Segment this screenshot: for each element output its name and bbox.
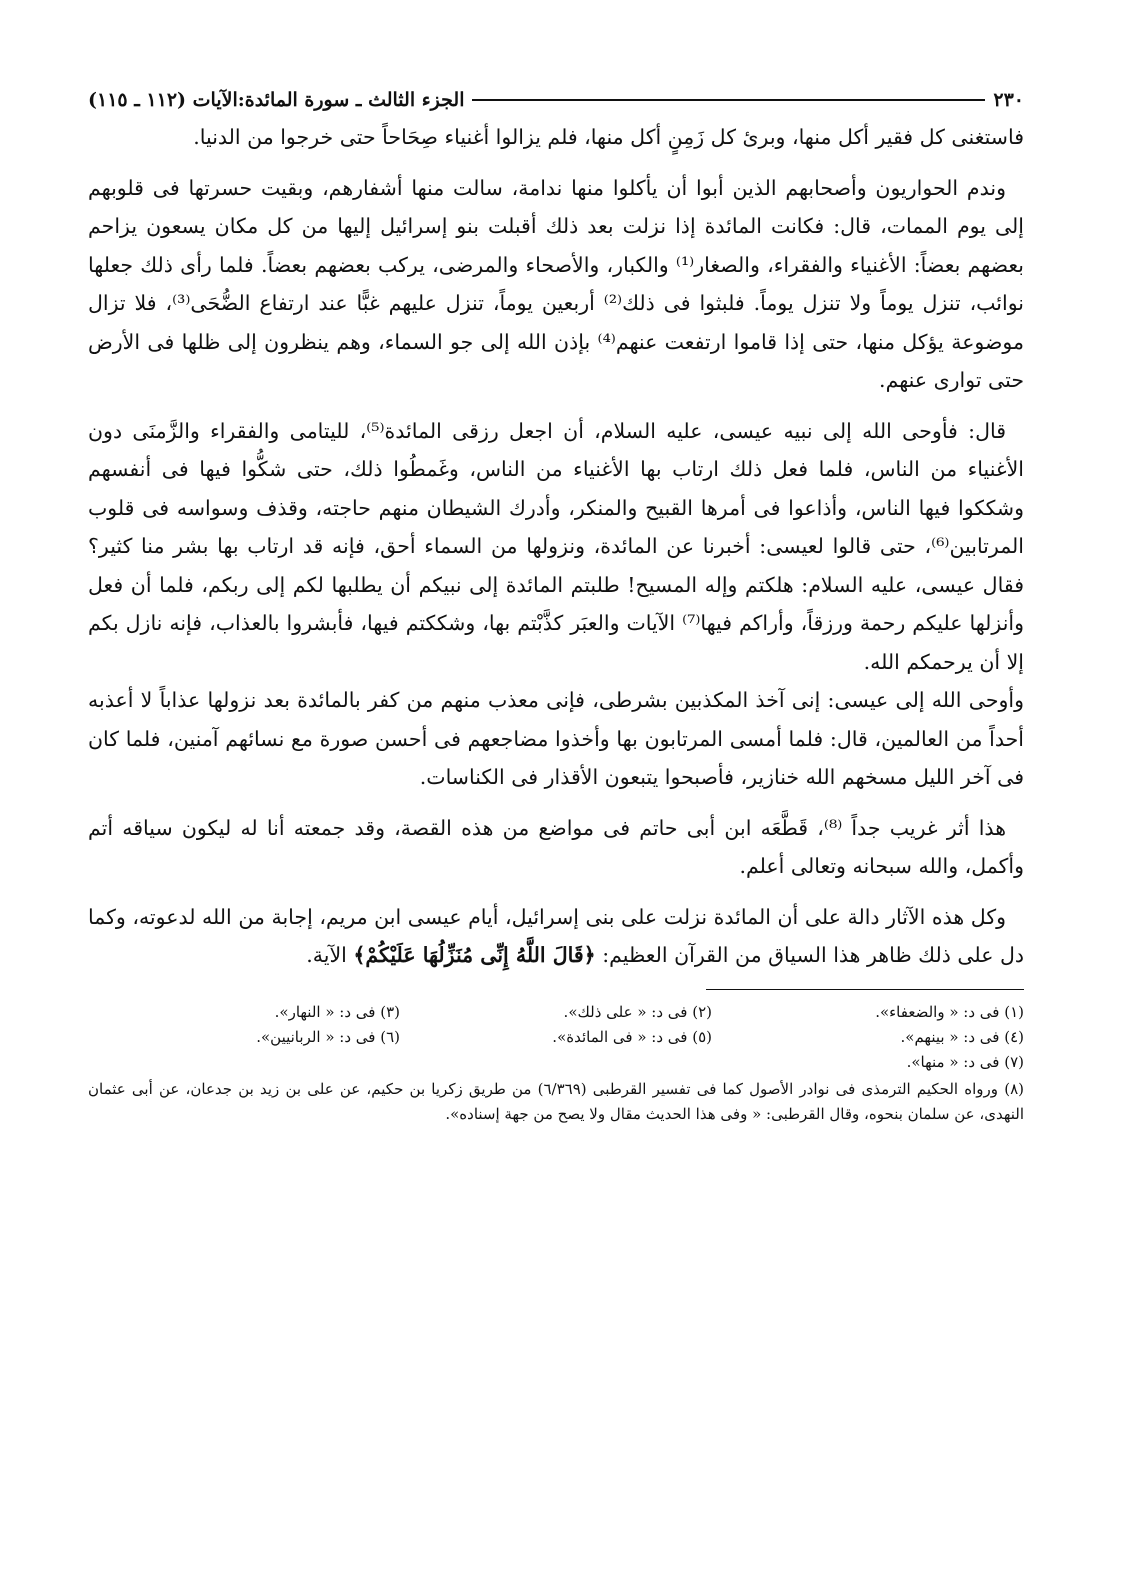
footnote-row xyxy=(88,1000,1024,1025)
quran-verse: ﴿قَالَ اللَّهُ إِنِّى مُنَزِّلُهَا عَلَيْكُمْ﴾ xyxy=(353,943,596,967)
main-text xyxy=(88,118,1024,975)
footnotes xyxy=(88,1000,1024,1127)
footnote: (٦) فى د: « الربانيين». xyxy=(256,1027,400,1046)
footnote-row xyxy=(88,1050,1024,1075)
footnote-long: (٨) ورواه الحكيم الترمذى فى نوادر الأصول كما فى تفسير القرطبى (٦/٣٦٩) من طريق زكريا بن حكيم، عن على بن زيد بن جدعان، عن أبى عثمان النهدى، عن سلمان بنحوه، وقال القرطبى: « وفى هذا الحديث مقال ولا يصح من جهة إسناده». xyxy=(88,1079,1024,1123)
footnote: (٤) فى د: « بينهم». xyxy=(900,1027,1024,1046)
paragraph-tail: الآية. xyxy=(306,943,347,967)
footnote: (٧) فى د: « منها». xyxy=(906,1052,1024,1071)
paragraph: قال: فأوحى الله إلى نبيه عيسى، عليه السلام، أن اجعل رزقى المائدة⁽⁵⁾، لليتامى والفقراء والزَّمنَى دون الأغنياء من الناس، فلما فعل ذلك ارتاب بها الأغنياء من الناس، وغَمطُوا ذلك، حتى شكُّوا فيها فى أنفسهم وشككوا فيها الناس، وأذاعوا فى أمرها القبيح والمنكر، وأدرك الشيطان منهم حاجته، وقذف وسواسه فى قلوب المرتابين⁽⁶⁾، حتى قالوا لعيسى: أخبرنا عن المائدة، ونزولها من السماء أحق، فإنه قد ارتاب بها بشر منا كثير؟ فقال عيسى، عليه السلام: هلكتم وإله المسيح! طلبتم المائدة إلى نبيكم أن يطلبها لكم إلى ربكم، فلما أن فعل وأنزلها عليكم رحمة ورزقاً، وأراكم فيها⁽⁷⁾ الآيات والعبَر كذَّبْتم بها، وشككتم فيها، فأبشروا بالعذاب، فإنه نازل بكم إلا أن يرحمكم الله. xyxy=(88,418,1025,674)
footnote: (١) فى د: « والضعفاء». xyxy=(875,1002,1024,1021)
footnote: (٣) فى د: « النهار». xyxy=(274,1002,400,1021)
paragraph: هذا أثر غريب جداً ⁽⁸⁾، قَطَّعَه ابن أبى حاتم فى مواضع من هذه القصة، وقد جمعته أنا له ليكون سياقه أتم وأكمل، والله سبحانه وتعالى أعلم. xyxy=(88,815,1024,878)
header-rule xyxy=(472,99,985,101)
footnote: (٥) فى د: « فى المائدة». xyxy=(552,1027,712,1046)
footnote-row xyxy=(88,1025,1024,1050)
footnote: (٢) فى د: « على ذلك». xyxy=(563,1002,712,1021)
book-page xyxy=(88,82,1024,1127)
page-number: ٢٣٠ xyxy=(993,89,1024,111)
paragraph: وأوحى الله إلى عيسى: إنى آخذ المكذبين بشرطى، فإنى معذب منهم من كفر بالمائدة بعد نزولها عذاباً لا أعذبه أحداً من العالمين، قال: فلما أمسى المرتابون بها وأخذوا مضاجعهم فى أحسن صورة مع نسائهم آمنين، فلما كان فى آخر الليل مسخهم الله خنازير، فأصبحوا يتبعون الأقذار فى الكناسات. xyxy=(88,688,1024,789)
header-title: الجزء الثالث ـ سورة المائدة:الآيات (١١٢ ـ ١١٥) xyxy=(88,89,465,111)
footnote-separator xyxy=(706,989,1024,990)
paragraph-with-quran xyxy=(88,898,1024,975)
paragraph: وندم الحواريون وأصحابهم الذين أبوا أن يأكلوا منها ندامة، سالت منها أشفارهم، وبقيت حسرتها فى قلوبهم إلى يوم الممات، قال: فكانت المائدة إذا نزلت بعد ذلك أقبلت بنو إسرائيل إليها من كل مكان يسعون يزاحم بعضهم بعضاً: الأغنياء والفقراء، والصغار⁽¹⁾ والكبار، والأصحاء والمرضى، يركب بعضهم بعضاً. فلما رأى ذلك جعلها نوائب، تنزل يوماً ولا تنزل يوماً. فلبثوا فى ذلك⁽²⁾ أربعين يوماً، تنزل عليهم غبًّا عند ارتفاع الضُّحَى⁽³⁾، فلا تزال موضوعة يؤكل منها، حتى إذا قاموا ارتفعت عنهم⁽⁴⁾ بإذن الله إلى جو السماء، وهم ينظرون إلى ظلها فى الأرض حتى توارى عنهم. xyxy=(88,175,1025,392)
paragraph: فاستغنى كل فقير أكل منها، وبرئ كل زَمِنٍ أكل منها، فلم يزالوا أغنياء صِحَاحاً حتى خرجوا من الدنيا. xyxy=(193,125,1024,149)
paragraph-text: وكل هذه الآثار دالة على أن المائدة نزلت على بنى إسرائيل، أيام عيسى ابن مريم، إجابة من الله لدعوته، وكما دل على ذلك ظاهر هذا السياق من القرآن العظيم: xyxy=(88,904,1024,967)
running-header xyxy=(88,82,1024,118)
